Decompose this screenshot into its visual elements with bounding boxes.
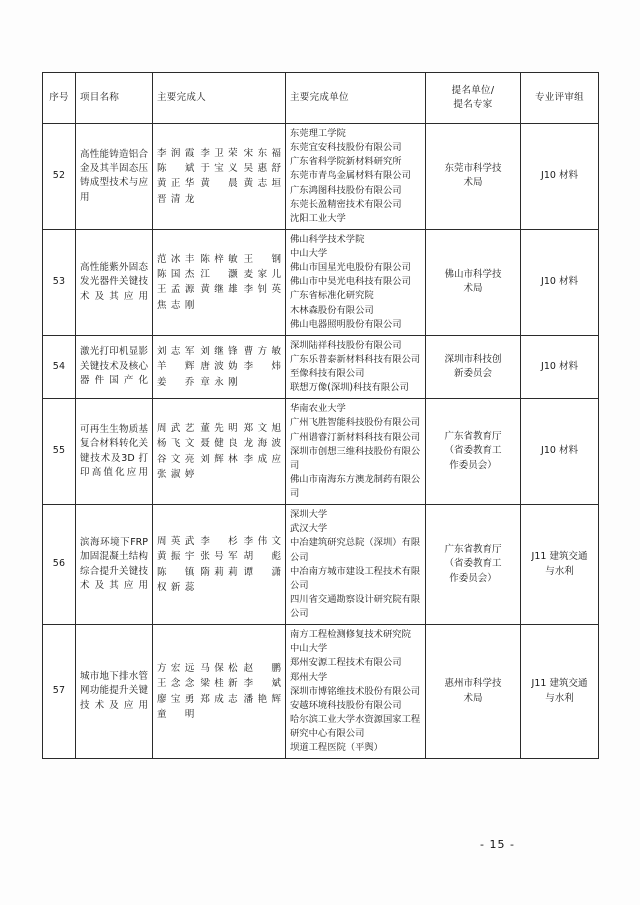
- organization-name: 佛山市南海东方澳龙制药有限公司: [290, 473, 421, 499]
- contributor-name: 章永刚: [200, 376, 238, 388]
- cell-main-organizations: [286, 399, 426, 505]
- contributor-name: 李润霞: [157, 147, 195, 159]
- cell-project-name: 激光打印机显影关键技术及核心器件国产化: [76, 335, 153, 399]
- page-footer: [0, 838, 640, 851]
- organization-name: 至像科技有限公司: [290, 368, 365, 379]
- organization-name: 中山大学: [290, 248, 328, 259]
- contributor-name: 黄 晨: [200, 178, 238, 190]
- cell-nomination-body: [426, 505, 521, 625]
- contributor-name: 谭 潇: [243, 566, 281, 578]
- contributor-name: 谷文亮: [157, 453, 195, 465]
- nomination-text: （省委教育工: [444, 558, 502, 570]
- contributor-name: 梁桂新: [200, 678, 238, 690]
- contributor-name: 黄振宇: [157, 551, 195, 563]
- contributor-name: 李卫荣: [200, 147, 238, 159]
- contributor-name: 吴惠舒: [243, 163, 281, 175]
- cell-project-name: 高性能紫外固态发光器件关键技术及其应用: [76, 229, 153, 335]
- column-header-nomination-line1: 提名单位/: [451, 84, 495, 96]
- cell-project-name: 高性能铸造铝合金及其半固态压铸成型技术与应用: [76, 124, 153, 230]
- contributor-name: 黄继雄: [200, 284, 238, 296]
- column-header-project-name: 项目名称: [76, 73, 153, 124]
- contributor-name: 赵 鹏: [243, 662, 281, 674]
- cell-main-organizations: [286, 124, 426, 230]
- organization-name: 深圳大学: [290, 509, 328, 521]
- review-group-text: J11 建筑交通: [531, 678, 588, 690]
- organization-name: 深圳市创想三维科技股份有限公司: [290, 445, 421, 471]
- cell-project-name: 滨海环境下FRP 加固混凝土结构综合提升关键技术及其应用: [76, 505, 153, 625]
- organization-name: 四川省交通勘察设计研究院有限公司: [290, 593, 421, 619]
- contributor-list: [157, 534, 281, 596]
- organization-name: 深圳陆祥科技股份有限公司: [290, 339, 402, 351]
- cell-serial-number: 54: [43, 335, 76, 399]
- contributor-name: 廖宝勇: [157, 693, 195, 705]
- organization-name: 广州飞胜智能科技股份有限公司: [290, 417, 421, 429]
- table-header-row: [43, 73, 599, 124]
- organization-name: 东莞理工学院: [290, 128, 346, 139]
- review-group-text: J11 建筑交通: [531, 551, 588, 563]
- contributor-name: 龙海波: [243, 438, 281, 450]
- cell-serial-number: 55: [43, 399, 76, 505]
- contributor-name: 刘志军: [157, 345, 195, 357]
- review-group-text: J10 材料: [541, 360, 578, 372]
- contributor-name: 麦家儿: [243, 268, 281, 280]
- review-group-text: 与水利: [545, 692, 574, 704]
- nomination-text: 广东省教育厅: [444, 431, 502, 443]
- contributor-name: 宋东福: [243, 147, 281, 159]
- organization-name: 广东省科学院新材料研究所: [290, 156, 402, 168]
- contributor-name: 周英武: [157, 535, 195, 547]
- organization-name: 东莞市青鸟金属材料有限公司: [290, 170, 411, 182]
- contributor-list: [157, 146, 281, 208]
- contributor-name: 范冰丰: [157, 253, 195, 265]
- organization-name: 安越环境科技股份有限公司: [290, 699, 402, 711]
- nomination-text: 作委员会）: [449, 572, 497, 584]
- nomination-text: （省委教育工: [444, 445, 502, 457]
- nomination-text: 广东省教育厅: [444, 543, 502, 555]
- contributor-name: 马保松: [200, 662, 238, 674]
- contributor-name: 董先明: [200, 422, 238, 434]
- nomination-text: 佛山市科学技: [444, 268, 502, 280]
- contributor-name: 张号军: [200, 551, 238, 563]
- nomination-text: 深圳市科技创: [444, 353, 502, 365]
- organization-name: 华南农业大学: [290, 403, 346, 415]
- cell-main-contributors: [153, 124, 286, 230]
- contributor-list: [157, 252, 281, 314]
- contributor-name: 李钊英: [243, 284, 281, 296]
- column-header-serial-number: 序号: [43, 73, 76, 124]
- cell-nomination-body: [426, 399, 521, 505]
- nomination-text: 术局: [463, 283, 483, 295]
- contributor-list: [157, 344, 281, 390]
- contributor-name: 陈梓敏: [200, 253, 238, 265]
- column-header-nomination-body: [426, 73, 521, 124]
- organization-name: 南方工程检测修复技术研究院: [290, 629, 411, 641]
- nomination-text: 东莞市科学技: [444, 163, 502, 174]
- contributor-name: 陈国杰: [157, 268, 195, 280]
- column-header-main-organizations: 主要完成单位: [286, 73, 426, 124]
- nomination-text: 作委员会）: [449, 459, 497, 471]
- cell-project-name: 可再生生物质基复合材料转化关键技术及3D 打印高值化应用: [76, 399, 153, 505]
- column-header-nomination-line2: 提名专家: [453, 99, 493, 110]
- organization-name: 广东乐普泰新材料科技有限公司: [290, 353, 421, 365]
- contributor-name: 王孟源: [157, 284, 195, 296]
- cell-main-organizations: [286, 505, 426, 625]
- contributor-name: 周武艺: [157, 422, 195, 434]
- contributor-name: 焦志刚: [157, 299, 195, 311]
- column-header-review-group: 专业评审组: [521, 73, 599, 124]
- contributor-name: 张淑婷: [157, 469, 195, 481]
- contributor-name: 郑成志: [200, 693, 238, 705]
- contributor-name: 李成应: [243, 453, 281, 465]
- nomination-text: 惠州市科学技: [444, 678, 502, 690]
- cell-nomination-body: [426, 124, 521, 230]
- contributor-name: 胡 彪: [243, 551, 281, 563]
- award-table-container: [42, 72, 598, 759]
- contributor-name: 黄正华: [157, 178, 195, 190]
- cell-main-contributors: [153, 399, 286, 505]
- table-row: [43, 625, 599, 759]
- cell-main-organizations: [286, 625, 426, 759]
- cell-review-group: [521, 625, 599, 759]
- contributor-name: 王 钢: [243, 253, 281, 265]
- organization-name: 木林森股份有限公司: [290, 304, 374, 316]
- table-row: [43, 124, 599, 230]
- contributor-name: 晋清龙: [157, 193, 195, 205]
- cell-review-group: [521, 335, 599, 399]
- review-group-text: J10 材料: [541, 276, 578, 288]
- nomination-text: 新委员会: [453, 368, 492, 379]
- cell-serial-number: 52: [43, 124, 76, 230]
- organization-name: 佛山电器照明股份有限公司: [290, 318, 402, 330]
- contributor-name: 于宝义: [200, 163, 238, 175]
- contributor-name: 黄志垣: [243, 178, 281, 190]
- organization-name: 东莞长盈精密技术有限公司: [290, 198, 402, 210]
- contributor-name: 方宏远: [157, 662, 195, 674]
- review-group-text: 与水利: [545, 565, 574, 577]
- cell-nomination-body: [426, 229, 521, 335]
- review-group-text: J10 材料: [541, 170, 578, 182]
- nomination-text: 术局: [463, 692, 483, 704]
- organization-name: 坝道工程医院（平舆）: [290, 742, 383, 754]
- organization-name: 佛山科学技术学院: [290, 233, 365, 245]
- contributor-name: 李伟文: [243, 535, 281, 547]
- table-body: [43, 124, 599, 759]
- organization-name: 深圳市博铭维技术股份有限公司: [290, 685, 421, 697]
- contributor-name: 曹方敏: [243, 345, 281, 357]
- contributor-name: 陈 镇: [157, 566, 195, 578]
- cell-main-contributors: [153, 625, 286, 759]
- award-project-table: [42, 72, 599, 759]
- cell-nomination-body: [426, 625, 521, 759]
- cell-review-group: [521, 505, 599, 625]
- organization-name: 佛山市中昊光电科技有限公司: [290, 276, 411, 288]
- table-row: [43, 229, 599, 335]
- cell-main-organizations: [286, 229, 426, 335]
- organization-name: 中山大学: [290, 643, 328, 655]
- organization-name: 中冶南方城市建设工程技术有限公司: [290, 565, 421, 591]
- cell-nomination-body: [426, 335, 521, 399]
- page-number: - 15 -: [480, 838, 515, 851]
- organization-name: 中冶建筑研究总院（深圳）有限公司: [290, 537, 421, 563]
- contributor-list: [157, 421, 281, 483]
- cell-serial-number: 56: [43, 505, 76, 625]
- organization-name: 广东鸿图科技股份有限公司: [290, 184, 402, 196]
- contributor-name: 羊 辉: [157, 361, 195, 373]
- organization-name: 哈尔滨工业大学水资源国家工程研究中心有限公司: [290, 713, 421, 739]
- cell-main-organizations: [286, 335, 426, 399]
- table-row: [43, 335, 599, 399]
- contributor-name: 陈 斌: [157, 163, 195, 175]
- organization-name: 东莞宜安科技股份有限公司: [290, 142, 402, 154]
- organization-name: 沈阳工业大学: [290, 212, 346, 224]
- contributor-name: 童 明: [157, 709, 195, 721]
- contributor-name: 唐波妫: [200, 361, 238, 373]
- contributor-name: 李 炜: [243, 361, 281, 373]
- organization-name: 广东省标准化研究院: [290, 290, 374, 302]
- contributor-name: 隋莉莉: [200, 566, 238, 578]
- cell-review-group: [521, 124, 599, 230]
- organization-name: 武汉大学: [290, 523, 328, 535]
- table-row: [43, 399, 599, 505]
- cell-review-group: [521, 229, 599, 335]
- cell-project-name: 城市地下排水管网功能提升关键技术及应用: [76, 625, 153, 759]
- cell-main-contributors: [153, 505, 286, 625]
- contributor-name: 郑文旭: [243, 422, 281, 434]
- contributor-name: 王念念: [157, 678, 195, 690]
- organization-name: 广州谱睿汀新材料科技有限公司: [290, 431, 421, 443]
- contributor-name: 权新蕊: [157, 582, 195, 593]
- nomination-text: 术局: [463, 177, 483, 189]
- cell-review-group: [521, 399, 599, 505]
- organization-name: 郑州安源工程技术有限公司: [290, 657, 402, 669]
- cell-main-contributors: [153, 229, 286, 335]
- contributor-name: 潘艳辉: [243, 693, 281, 705]
- cell-serial-number: 53: [43, 229, 76, 335]
- cell-main-contributors: [153, 335, 286, 399]
- organization-name: 郑州大学: [290, 671, 328, 683]
- contributor-name: 姜 乔: [157, 376, 195, 388]
- contributor-name: 刘继锋: [200, 345, 238, 357]
- contributor-name: 刘辉林: [200, 453, 238, 465]
- contributor-list: [157, 661, 281, 723]
- organization-name: 联想万像(深圳)科技有限公司: [290, 382, 409, 394]
- table-header: [43, 73, 599, 124]
- contributor-name: 江 灏: [200, 268, 238, 280]
- column-header-main-contributors: 主要完成人: [153, 73, 286, 124]
- table-row: [43, 505, 599, 625]
- organization-name: 佛山市国星光电股份有限公司: [290, 262, 411, 274]
- contributor-name: 李 斌: [243, 678, 281, 690]
- cell-serial-number: 57: [43, 625, 76, 759]
- review-group-text: J10 材料: [541, 445, 578, 457]
- contributor-name: 杨飞文: [157, 438, 195, 450]
- contributor-name: 聂健良: [200, 438, 238, 450]
- contributor-name: 李 杉: [200, 535, 238, 547]
